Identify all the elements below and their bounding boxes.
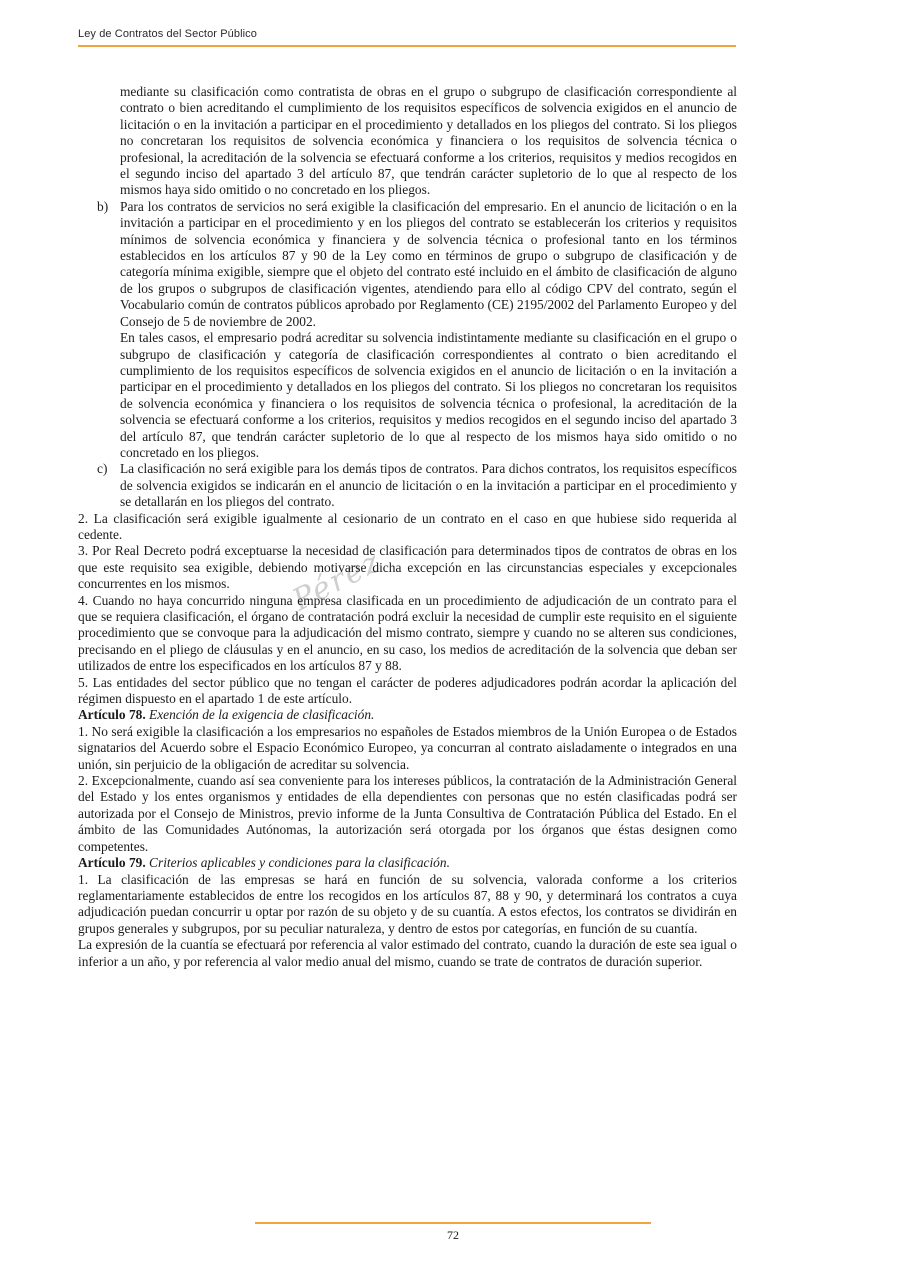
header-rule xyxy=(78,45,736,47)
list-item-b xyxy=(78,199,737,462)
list-item-label: c) xyxy=(97,461,108,477)
article-78-paragraph-1: 1. No será exigible la clasificación a los empresarios no españoles de Estados miembros de la Unión Europea o de Estados signatarios del Acuerdo sobre el Espacio Económico Europeo, ya concurran al contrato aisladamente o integrados en una unión, sin perjuicio de la obligación de acreditar su solvencia. xyxy=(78,723,737,772)
list-item-b-body xyxy=(120,199,737,462)
list-item-a-continuation xyxy=(120,84,737,199)
paragraph-2: 2. La clasificación será exigible igualmente al cesionario de un contrato en el caso en que hubiese sido requerida al cedente. xyxy=(78,510,737,542)
footer-rule xyxy=(255,1222,651,1224)
article-78-paragraph-2: 2. Excepcionalmente, cuando así sea conveniente para los intereses públicos, la contratación de la Administración General del Estado y los entes organismos y entidades de ella dependientes con personas que no estén clasificadas podrá ser autorizada por el Consejo de Ministros, previo informe de la Junta Consultiva de Contratación Pública del Estado. En el ámbito de las Comunidades Autónomas, la autorización será otorgada por los órganos que éstas designen como competentes. xyxy=(78,773,737,854)
paragraph-5: 5. Las entidades del sector público que no tengan el carácter de poderes adjudicadores podrán acordar la aplicación del régimen dispuesto en el apartado 1 de este artículo. xyxy=(78,674,737,707)
watermark: Pérez xyxy=(287,544,388,619)
list-item-c-text: La clasificación no será exigible para los demás tipos de contratos. Para dichos contratos, los requisitos específicos de solvencia exigidos se indicarán en el anuncio de licitación o en la invitación a participar en el procedimiento y se detallarán en los pliegos del contrato. xyxy=(120,461,737,510)
list-item-c xyxy=(78,461,737,510)
article-78-heading xyxy=(78,707,737,723)
list-item-b-paragraph-2: En tales casos, el empresario podrá acreditar su solvencia indistintamente mediante su clasificación en el grupo o subgrupo de clasificación y categoría de clasificación correspondientes al contrato o bien acreditando el cumplimiento de los requisitos específicos de solvencia exigidos en el anuncio de licitación o en la invitación a participar en el procedimiento y detallados en los pliegos del contrato. Si los pliegos no concretaran los requisitos de solvencia económica y financiera o los requisitos de solvencia técnica o profesional, la acreditación de la solvencia se efectuará conforme a los criterios, requisitos y medios recogidos en el segundo inciso del apartado 3 del artículo 87, que tendrán carácter supletorio de lo que al respecto de los mismos haya sido omitido o no concretado en los pliegos. xyxy=(120,330,737,460)
article-79-paragraph-2: La expresión de la cuantía se efectuará por referencia al valor estimado del contrato, cuando la duración de este sea igual o inferior a un año, y por referencia al valor medio anual del mismo, cuando se trate de contratos de duración superior. xyxy=(78,937,737,969)
page-footer xyxy=(0,1222,906,1243)
article-79-heading xyxy=(78,855,737,871)
article-79-title: Criterios aplicables y condiciones para la clasificación. xyxy=(149,855,450,871)
list-item-a-continuation-text: mediante su clasificación como contratista de obras en el grupo o subgrupo de clasificación correspondiente al contrato o bien acreditando el cumplimiento de los requisitos específicos de solvencia exigidos en el anuncio de licitación o en la invitación a participar en el procedimiento y detallados en los pliegos del contrato. Si los pliegos no concretaran los requisitos de solvencia económica y financiera o los requisitos de solvencia técnica o profesional, la acreditación de la solvencia se efectuará conforme a los criterios, requisitos y medios recogidos en el segundo inciso del apartado 3 del artículo 87, que tendrán carácter supletorio de lo que al respecto de los mismos haya sido omitido o no concretado en los pliegos. xyxy=(120,84,737,198)
page-number: 72 xyxy=(447,1228,459,1242)
article-79-number: Artículo 79. xyxy=(78,855,146,871)
paragraph-4: 4. Cuando no haya concurrido ninguna empresa clasificada en un procedimiento de adjudicación de un contrato para el que se requiera clasificación, el órgano de contratación podrá excluir la necesidad de cumplir este requisito en el siguiente procedimiento que se convoque para la adjudicación del mismo contrato, siempre y cuando no se alteren sus condiciones, precisando en el pliego de cláusulas y en el anuncio, en su caso, los medios de acreditación de la solvencia que deban ser utilizados de entre los especificados en los artículos 87 y 88. xyxy=(78,592,737,674)
list-item-label: b) xyxy=(97,198,109,214)
article-78-number: Artículo 78. xyxy=(78,707,146,723)
body-text xyxy=(78,84,737,970)
article-79-paragraph-1: 1. La clasificación de las empresas se hará en función de su solvencia, valorada conforme a los criterios reglamentariamente establecidos de entre los recogidos en los artículos 87, 88 y 90, y determinará los contratos a cuya adjudicación puedan concurrir u optar por razón de su objeto y de su cuantía. A estos efectos, los contratos se dividirán en grupos generales y subgrupos, por su peculiar naturaleza, y dentro de estos por categorías, en función de su cuantía. xyxy=(78,871,737,936)
list-item-c-body xyxy=(120,461,737,510)
header-title: Ley de Contratos del Sector Público xyxy=(78,28,257,40)
list-item-b-paragraph-1: Para los contratos de servicios no será exigible la clasificación del empresario. En el anuncio de licitación o en la invitación a participar en el procedimiento y en los pliegos del contrato se establecerán los criterios y requisitos mínimos de solvencia económica y financiera y de solvencia técnica o profesional tanto en los términos establecidos en los artículos 87 y 90 de la Ley como en términos de grupo o subgrupo de clasificación y de categoría mínima exigible, siempre que el objeto del contrato esté incluido en el ámbito de clasificación de alguno de los grupos o subgrupos de clasificación vigentes, atendiendo para ello al código CPV del contrato, según el Vocabulario común de contratos públicos aprobado por Reglamento (CE) 2195/2002 del Parlamento Europeo y del Consejo de 5 de noviembre de 2002. xyxy=(120,198,737,329)
page-header xyxy=(78,28,736,47)
paragraph-3: 3. Por Real Decreto podrá exceptuarse la necesidad de clasificación para determinados tipos de contratos de obras en los que este requisito sea exigible, debiendo motivarse dicha excepción en las circunstancias especiales y excepcionales concurrentes en los mismos. xyxy=(78,543,737,592)
article-78-title: Exención de la exigencia de clasificación. xyxy=(149,707,375,723)
